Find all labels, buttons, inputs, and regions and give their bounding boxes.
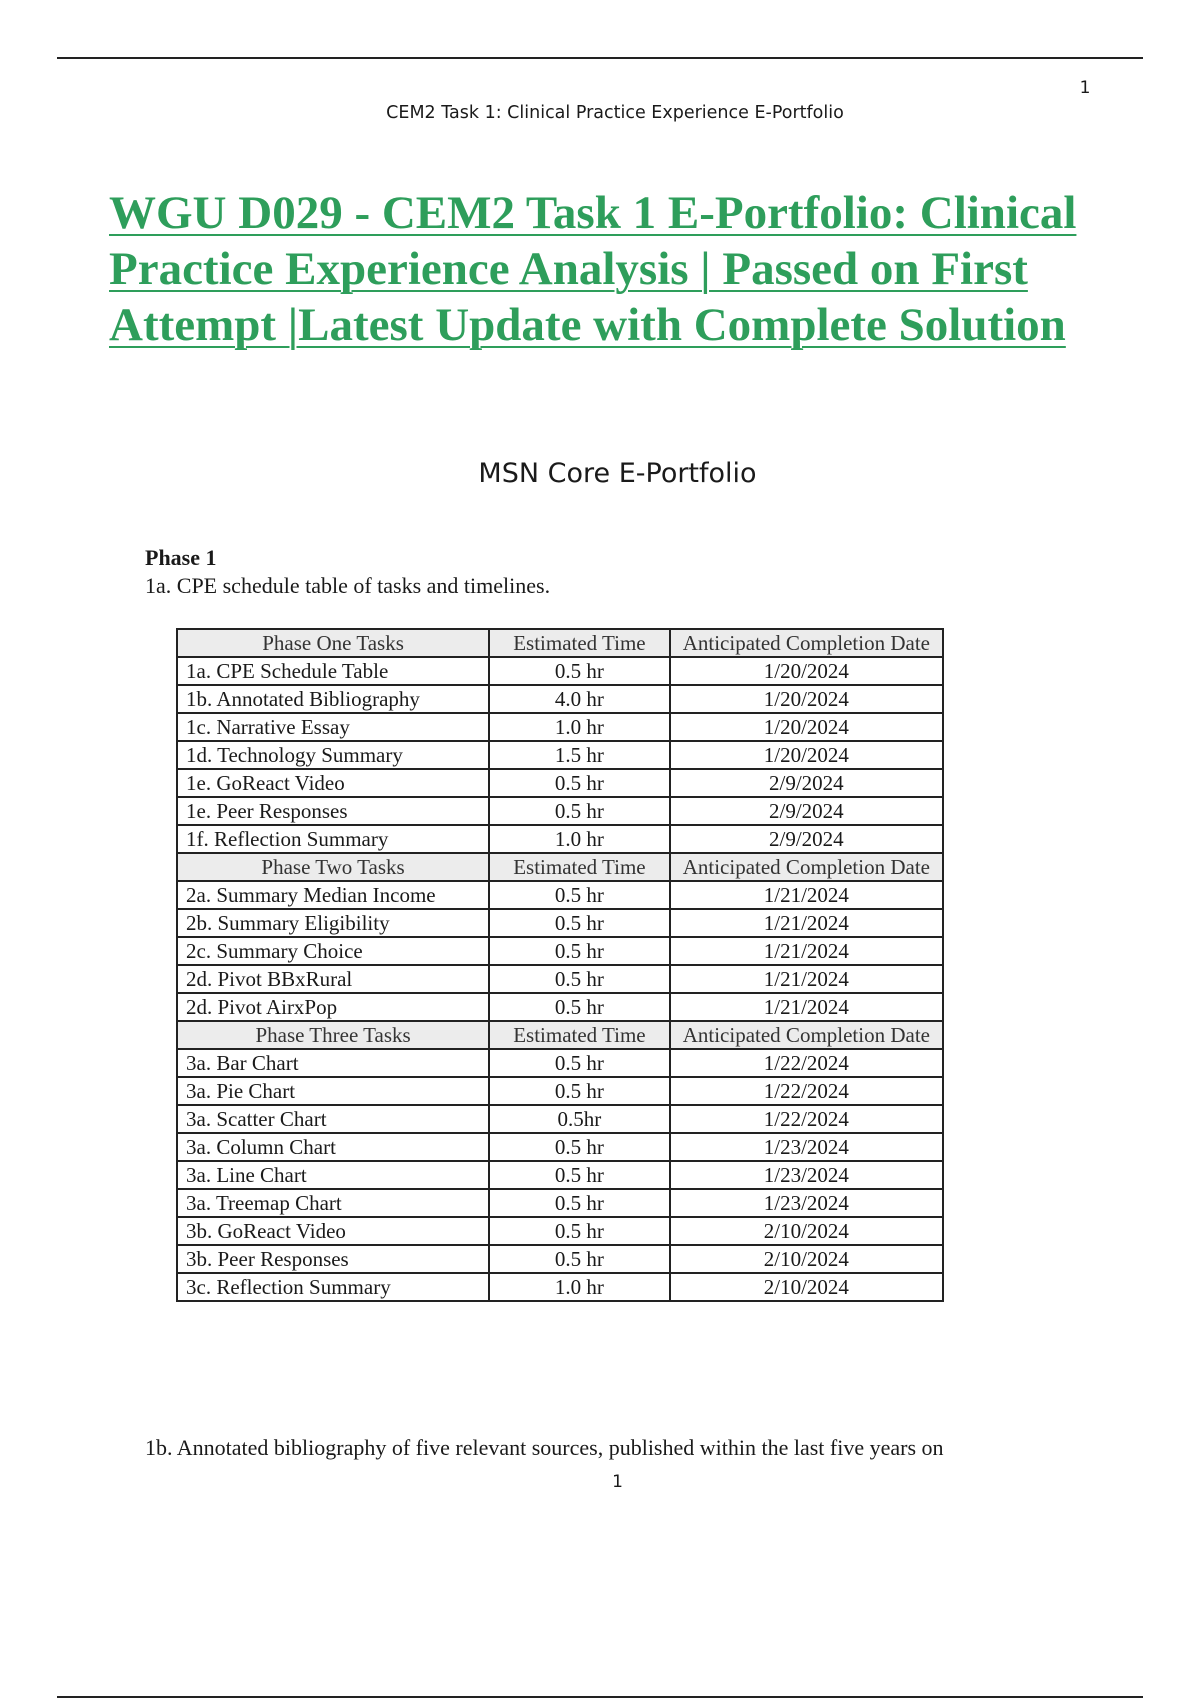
completion-date-column-header: Anticipated Completion Date xyxy=(670,629,943,657)
section-1b-text: 1b. Annotated bibliography of five relevant sources, published within the last five years on xyxy=(145,1435,944,1460)
task-cell: 1e. Peer Responses xyxy=(177,797,489,825)
header-page-number: 1 xyxy=(1079,78,1091,98)
estimated-time-column-header: Estimated Time xyxy=(489,853,670,881)
schedule-table xyxy=(176,628,944,1302)
section-header-row xyxy=(177,853,943,881)
top-rule xyxy=(57,57,1143,59)
table-row xyxy=(177,1133,943,1161)
time-cell: 1.0 hr xyxy=(489,825,670,853)
schedule-table-body xyxy=(177,629,943,1301)
time-cell: 0.5 hr xyxy=(489,881,670,909)
document-title: WGU D029 - CEM2 Task 1 E-Portfolio: Clinical Practice Experience Analysis | Passed on First Attempt |Latest Update with Complete Solution xyxy=(109,187,1077,351)
time-cell: 0.5 hr xyxy=(489,993,670,1021)
table-row xyxy=(177,1217,943,1245)
date-cell: 1/23/2024 xyxy=(670,1161,943,1189)
tasks-column-header: Phase One Tasks xyxy=(177,629,489,657)
table-row xyxy=(177,1189,943,1217)
table-row xyxy=(177,769,943,797)
time-cell: 0.5 hr xyxy=(489,1161,670,1189)
section-header-row xyxy=(177,629,943,657)
date-cell: 1/23/2024 xyxy=(670,1189,943,1217)
date-cell: 1/21/2024 xyxy=(670,937,943,965)
time-cell: 0.5 hr xyxy=(489,1217,670,1245)
running-header: CEM2 Task 1: Clinical Practice Experience E-Portfolio xyxy=(386,103,844,123)
task-cell: 1d. Technology Summary xyxy=(177,741,489,769)
time-cell: 0.5 hr xyxy=(489,1245,670,1273)
table-row xyxy=(177,797,943,825)
table-row xyxy=(177,909,943,937)
table-row xyxy=(177,993,943,1021)
time-cell: 0.5 hr xyxy=(489,1049,670,1077)
task-cell: 2b. Summary Eligibility xyxy=(177,909,489,937)
task-cell: 2a. Summary Median Income xyxy=(177,881,489,909)
time-cell: 0.5 hr xyxy=(489,657,670,685)
date-cell: 1/21/2024 xyxy=(670,909,943,937)
date-cell: 1/22/2024 xyxy=(670,1049,943,1077)
task-cell: 1c. Narrative Essay xyxy=(177,713,489,741)
table-row xyxy=(177,713,943,741)
tasks-column-header: Phase Two Tasks xyxy=(177,853,489,881)
date-cell: 2/9/2024 xyxy=(670,825,943,853)
task-cell: 2d. Pivot BBxRural xyxy=(177,965,489,993)
time-cell: 0.5 hr xyxy=(489,797,670,825)
table-row xyxy=(177,1105,943,1133)
task-cell: 3a. Bar Chart xyxy=(177,1049,489,1077)
time-cell: 0.5hr xyxy=(489,1105,670,1133)
portfolio-heading: MSN Core E-Portfolio xyxy=(478,458,757,489)
task-cell: 3c. Reflection Summary xyxy=(177,1273,489,1301)
date-cell: 1/20/2024 xyxy=(670,713,943,741)
task-cell: 3a. Line Chart xyxy=(177,1161,489,1189)
estimated-time-column-header: Estimated Time xyxy=(489,629,670,657)
task-cell: 3b. Peer Responses xyxy=(177,1245,489,1273)
date-cell: 2/10/2024 xyxy=(670,1273,943,1301)
date-cell: 2/9/2024 xyxy=(670,769,943,797)
table-row xyxy=(177,937,943,965)
table-row xyxy=(177,1049,943,1077)
task-cell: 3a. Treemap Chart xyxy=(177,1189,489,1217)
table-row xyxy=(177,1273,943,1301)
time-cell: 1.0 hr xyxy=(489,713,670,741)
date-cell: 1/20/2024 xyxy=(670,685,943,713)
time-cell: 0.5 hr xyxy=(489,1077,670,1105)
section-1a-text: 1a. CPE schedule table of tasks and timelines. xyxy=(145,573,551,598)
task-cell: 3a. Column Chart xyxy=(177,1133,489,1161)
date-cell: 1/21/2024 xyxy=(670,881,943,909)
footer-page-number: 1 xyxy=(612,1472,623,1492)
table-row xyxy=(177,825,943,853)
time-cell: 0.5 hr xyxy=(489,1189,670,1217)
time-cell: 0.5 hr xyxy=(489,965,670,993)
table-row xyxy=(177,1161,943,1189)
table-row xyxy=(177,1077,943,1105)
completion-date-column-header: Anticipated Completion Date xyxy=(670,853,943,881)
date-cell: 2/10/2024 xyxy=(670,1217,943,1245)
date-cell: 1/22/2024 xyxy=(670,1105,943,1133)
estimated-time-column-header: Estimated Time xyxy=(489,1021,670,1049)
date-cell: 2/9/2024 xyxy=(670,797,943,825)
table-row xyxy=(177,741,943,769)
task-cell: 1b. Annotated Bibliography xyxy=(177,685,489,713)
task-cell: 3a. Scatter Chart xyxy=(177,1105,489,1133)
time-cell: 0.5 hr xyxy=(489,769,670,797)
time-cell: 4.0 hr xyxy=(489,685,670,713)
table-row xyxy=(177,685,943,713)
date-cell: 2/10/2024 xyxy=(670,1245,943,1273)
table-row xyxy=(177,965,943,993)
date-cell: 1/20/2024 xyxy=(670,741,943,769)
date-cell: 1/21/2024 xyxy=(670,993,943,1021)
task-cell: 2d. Pivot AirxPop xyxy=(177,993,489,1021)
time-cell: 0.5 hr xyxy=(489,937,670,965)
time-cell: 1.0 hr xyxy=(489,1273,670,1301)
bottom-rule xyxy=(57,1696,1143,1698)
table-row xyxy=(177,881,943,909)
task-cell: 1f. Reflection Summary xyxy=(177,825,489,853)
date-cell: 1/20/2024 xyxy=(670,657,943,685)
date-cell: 1/23/2024 xyxy=(670,1133,943,1161)
tasks-column-header: Phase Three Tasks xyxy=(177,1021,489,1049)
time-cell: 0.5 hr xyxy=(489,909,670,937)
task-cell: 1e. GoReact Video xyxy=(177,769,489,797)
section-header-row xyxy=(177,1021,943,1049)
task-cell: 1a. CPE Schedule Table xyxy=(177,657,489,685)
phase-label: Phase 1 xyxy=(145,545,217,570)
time-cell: 1.5 hr xyxy=(489,741,670,769)
task-cell: 2c. Summary Choice xyxy=(177,937,489,965)
table-row xyxy=(177,1245,943,1273)
time-cell: 0.5 hr xyxy=(489,1133,670,1161)
task-cell: 3b. GoReact Video xyxy=(177,1217,489,1245)
completion-date-column-header: Anticipated Completion Date xyxy=(670,1021,943,1049)
date-cell: 1/21/2024 xyxy=(670,965,943,993)
table-row xyxy=(177,657,943,685)
task-cell: 3a. Pie Chart xyxy=(177,1077,489,1105)
date-cell: 1/22/2024 xyxy=(670,1077,943,1105)
